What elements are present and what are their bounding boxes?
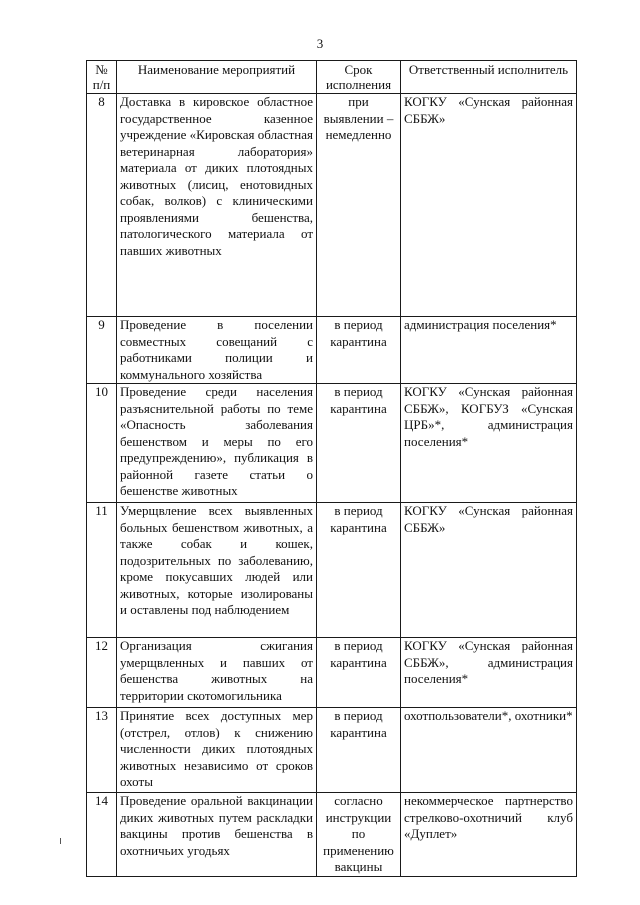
table-row [87,638,577,708]
measure-deadline: в период карантина [317,384,401,503]
header-deadline: Срок исполнения [317,61,401,94]
row-number: 10 [87,384,117,503]
measure-deadline: в период карантина [317,503,401,638]
row-number: 8 [87,94,117,317]
row-number: 11 [87,503,117,638]
row-number: 14 [87,793,117,877]
row-number: 13 [87,708,117,793]
table-header [87,61,577,94]
page-number: 3 [316,36,324,51]
measure-responsible: КОГКУ «Сунская районная СББЖ» [401,94,577,317]
measure-name: Проведение в поселении совместных совещаний с работниками полиции и коммунального хозяйства [117,317,317,384]
measure-name: Организация сжигания умерщвленных и павших от бешенства животных на территории скотомогильника [117,638,317,708]
table-row [87,317,577,384]
row-number: 9 [87,317,117,384]
measures-table [86,60,577,877]
measure-name: Принятие всех доступных мер (отстрел, отлов) к снижению численности диких плотоядных животных независимо от сроков охоты [117,708,317,793]
measure-responsible: КОГКУ «Сунская районная СББЖ», администрация поселения* [401,638,577,708]
table-body [87,94,577,877]
measure-deadline: при выявлении – немедленно [317,94,401,317]
table-row [87,384,577,503]
measure-responsible: КОГКУ «Сунская районная СББЖ» [401,503,577,638]
measure-name: Умерщвление всех выявленных больных бешенством животных, а также собак и кошек, подозрительных по заболеванию, кроме покусавших людей или животных, которые изолированы и оставлены под наблюдением [117,503,317,638]
measure-responsible: КОГКУ «Сунская районная СББЖ», КОГБУЗ «Сунская ЦРБ»*, администрация поселения* [401,384,577,503]
header-measure-name: Наименование мероприятий [117,61,317,94]
measure-responsible: администрация поселения* [401,317,577,384]
measure-responsible: охотпользователи*, охотники* [401,708,577,793]
scan-margin-mark [60,838,61,844]
measure-deadline: в период карантина [317,638,401,708]
measure-name: Проведение среди населения разъяснительной работы по теме «Опасность заболевания бешенством и меры по его предупреждению», публикация в районной газете статьи о бешенстве животных [117,384,317,503]
table-header-row [87,61,577,94]
header-responsible: Ответственный исполнитель [401,61,577,94]
measure-deadline: в период карантина [317,317,401,384]
measure-deadline: согласно инструкции по применению вакцины [317,793,401,877]
table-row [87,793,577,877]
table-row [87,94,577,317]
row-number: 12 [87,638,117,708]
measure-name: Проведение оральной вакцинации диких животных путем раскладки вакцины против бешенства в охотничьих угодьях [117,793,317,877]
measure-deadline: в период карантина [317,708,401,793]
measure-responsible: некоммерческое партнерство стрелково-охотничий клуб «Дуплет» [401,793,577,877]
table-row [87,708,577,793]
header-number: № п/п [87,61,117,94]
measure-name: Доставка в кировское областное государственное казенное учреждение «Кировская областная ветеринарная лаборатория» материала от диких плотоядных животных (лисиц, енотовидных собак, волков) с клиническими проявлениями бешенства, патологического материала от павших животных [117,94,317,317]
table-row [87,503,577,638]
